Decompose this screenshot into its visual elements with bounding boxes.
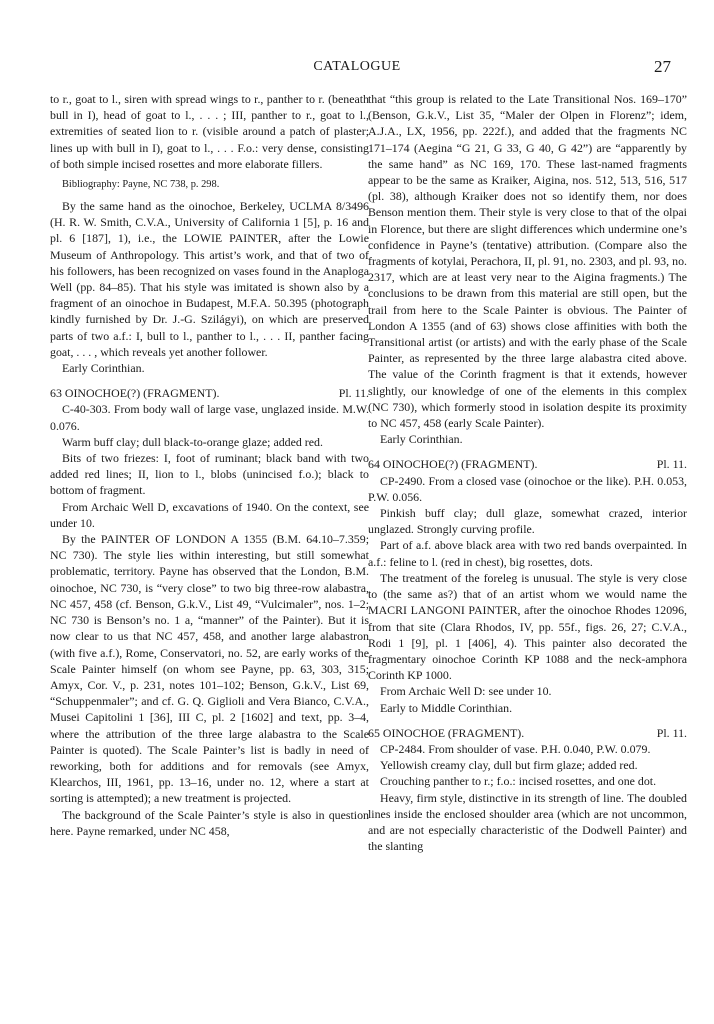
paragraph: that “this group is related to the Late Transitional Nos. 169–170” (Benson, G.k.V., List 35, “Maler der Olpen in Florenz”; idem, A.J.A., LX, 1956, pp. 222f.), and added that the fragments NC 171–174 (Aegina “G 21, G 33, G 40, G 42”) are “apparently by the same hand” as NC 169, 170. These last-named fragments appear to be the same as Kraiker, Aigina, nos. 512, 513, 516, 517 (pl. 38), although Kraiker does not so identify them, nor does Benson mention them. Their style is very close to that of the olpai in Florence, but there are slight differences which undermine one’s confidence in Payne’s (tentative) attribution. (Compare also the fragments of kotylai, Perachora, II, pl. 91, no. 2303, and pl. 93, no. 2317, which are at least very near to the Aigina fragments.) The conclusions to be drawn from this material are still open, but the trail from here to the Scale Painter is obvious. The Painter of London A 1355 (and of 63) shows close affinities with both the Transitional artist (or artists) and with the early phase of the Scale Painter, as represented by the three large alabastra cited above. The value of the Corinth fragment is that it extends, however slightly, our knowledge of one of the elements in this complex (NC 730), which formerly stood in isolation despite its proximity to NC 457, 458 (early Scale Painter).: [368, 92, 687, 431]
paragraph: From Archaic Well D, excavations of 1940. On the context, see under 10.: [50, 499, 369, 530]
entry-title: 63 OINOCHOE(?) (FRAGMENT).: [50, 386, 220, 401]
paragraph: C-40-303. From body wall of large vase, unglazed inside. M.W. 0.076.: [50, 402, 369, 433]
right-column: [368, 91, 687, 854]
running-header: CATALOGUE: [313, 59, 401, 74]
plate-reference: Pl. 11.: [338, 386, 369, 401]
paragraph: Warm buff clay; dull black-to-orange glaze; added red.: [62, 434, 323, 449]
paragraph: CP-2484. From shoulder of vase. P.H. 0.040, P.W. 0.079.: [380, 741, 651, 756]
plate-reference: Pl. 11.: [656, 725, 687, 740]
paragraph: to r., goat to l., siren with spread wings to r., panther to r. (beneath bull in I), head of goat to l., . . . ; III, panther to r., goat to l., extremities of seated lion to r. (visible around a patch of plaster; lines up with bull in I), goat to l., . . . F.o.: very dense, consisting of both simple incised rosettes and more elaborate fillers.: [50, 92, 369, 171]
page-number: 27: [654, 57, 671, 76]
entry-title: 65 OINOCHOE (FRAGMENT).: [368, 725, 525, 740]
paragraph: By the PAINTER OF LONDON A 1355 (B.M. 64.10–7.359; NC 730). The style lies within interesting, but still somewhat problematic, territory. Payne has observed that the London, B.M. oinochoe, NC 730, is “very close” to two big three-row alabastra, NC 457, 458 (cf. Benson, G.k.V., List 49, “Vulcimaler”, nos. 1–2; NC 730 is Benson’s no. 1 a, “manner” of the Painter). But it is now clear to us that NC 457, 458, and another large alabastron (with five a.f.), Rome, Conservatori, no. 52, are early works of the Scale Painter himself (on whom see Payne, pp. 63, 303, 315; Amyx, Cor. V., p. 231, notes 101–102; Benson, G.k.V., List 69, “Schuppenmaler”; and cf. G. Q. Giglioli and Vera Bianco, C.V.A., Musei Capitolini 1 [36], III C, pl. 2 [1602] and text, pp. 3–4, where the attribution of the three large alabastra to the Scale Painter is quoted). The Scale Painter’s list is badly in need of reworking, both for additions and for removals (see Amyx, Klearchos, III, 1961, pp. 13–16, under no. 12, where a start at sorting is attempted); a new treatment is projected.: [50, 532, 369, 806]
paragraph: The treatment of the foreleg is unusual. The style is very close to (the same as?) that of an artist whom we would name the MACRI LANGONI PAINTER, after the oinochoe Rhodes 12096, from that site (Clara Rhodos, IV, pp. 55f., figs. 26, 27; C.V.A., Rodi 1 [9], pl. 1 [406], 4). This painter also decorated the fragmentary oinochoe Corinth KP 1088 and the neck-amphora Corinth KP 1000.: [368, 570, 687, 683]
period-note: Early Corinthian.: [62, 361, 145, 376]
paragraph: Yellowish creamy clay, dull but firm glaze; added red.: [380, 758, 638, 773]
paragraph: The background of the Scale Painter’s style is also in question here. Payne remarked, under NC 458,: [50, 807, 369, 838]
paragraph: Heavy, firm style, distinctive in its strength of line. The doubled lines inside the enclosed shoulder area (which are not uncommon, and are not especially characteristic of the Dodwell Painter) and the slanting: [368, 790, 687, 854]
entry-title: 64 OINOCHOE(?) (FRAGMENT).: [368, 457, 538, 472]
paragraph: Pinkish buff clay; dull glaze, somewhat crazed, interior unglazed. Strongly curving profile.: [368, 506, 687, 537]
left-column: [50, 91, 369, 839]
bibliography-note: Bibliography: Payne, NC 738, p. 298.: [62, 179, 220, 191]
period-note: Early Corinthian.: [380, 432, 463, 447]
paragraph: By the same hand as the oinochoe, Berkeley, UCLMA 8/3496 (H. R. W. Smith, C.V.A., University of California 1 [5], p. 16 and pl. 6 [187], 1), i.e., the LOWIE PAINTER, after the Lowie Museum of Anthropology. This artist’s work, and that of two of his followers, has been recognized on vases found in the Anaploga Well (pp. 84–85). That his style was imitated is shown also by a fragment of an oinochoe in Budapest, M.F.A. 50.395 (photograph kindly furnished by Dr. J.-G. Szilágyi), on which are preserved parts of two a.f.: I, bull to l., panther to l., . . . II, panther facing goat, . . . , which reveals yet another follower.: [50, 199, 369, 359]
plate-reference: Pl. 11.: [656, 457, 687, 472]
entry-65-heading: [368, 725, 687, 741]
entry-64-heading: [368, 456, 687, 472]
paragraph: From Archaic Well D: see under 10.: [380, 684, 552, 699]
paragraph: Bits of two friezes: I, foot of ruminant; black band with two added red lines; II, lion to l., blobs (unincised f.o.); black to bottom of fragment.: [50, 451, 369, 498]
paragraph: CP-2490. From a closed vase (oinochoe or the like). P.H. 0.053, P.W. 0.056.: [368, 473, 687, 504]
period-note: Early to Middle Corinthian.: [380, 700, 513, 715]
paragraph: Part of a.f. above black area with two red bands overpainted. In a.f.: feline to l. (red in chest), big rosettes, dots.: [368, 538, 687, 569]
entry-63-heading: [50, 385, 369, 401]
paragraph: Crouching panther to r.; f.o.: incised rosettes, and one dot.: [380, 774, 657, 789]
